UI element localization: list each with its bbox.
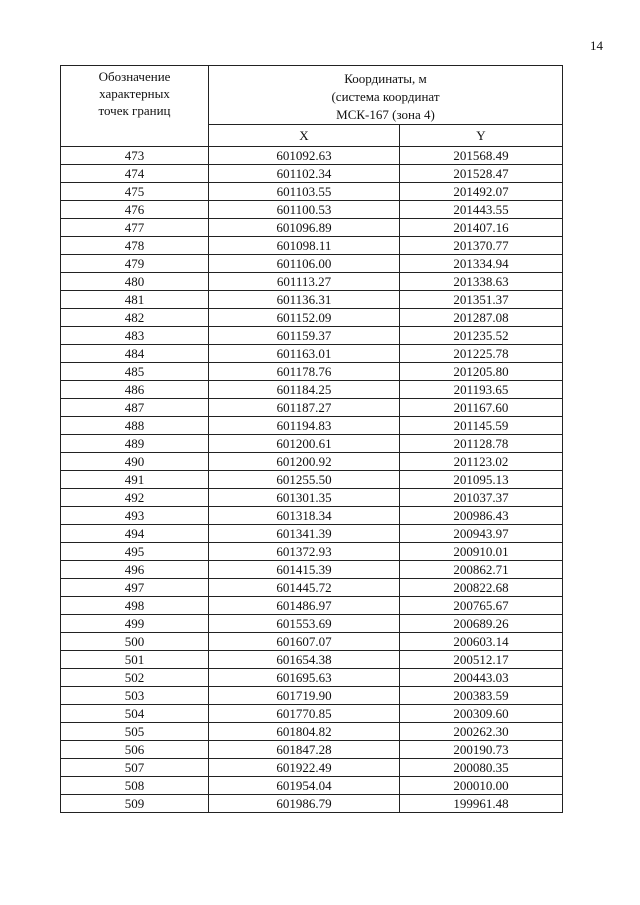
table-row: [61, 525, 563, 543]
x-coordinate-cell: 601986.79: [209, 795, 400, 813]
x-coordinate-cell: 601255.50: [209, 471, 400, 489]
point-cell: 484: [61, 345, 209, 363]
table-row: [61, 435, 563, 453]
point-cell: 481: [61, 291, 209, 309]
x-coordinate-cell: 601654.38: [209, 651, 400, 669]
table-body: [61, 147, 563, 813]
y-coordinate-cell: 201568.49: [400, 147, 563, 165]
x-coordinate-cell: 601445.72: [209, 579, 400, 597]
x-coordinate-cell: 601098.11: [209, 237, 400, 255]
table-row: [61, 453, 563, 471]
y-coordinate-cell: 200910.01: [400, 543, 563, 561]
point-cell: 476: [61, 201, 209, 219]
x-coordinate-cell: 601184.25: [209, 381, 400, 399]
table-row: [61, 417, 563, 435]
y-coordinate-cell: 201145.59: [400, 417, 563, 435]
y-coordinate-cell: 200862.71: [400, 561, 563, 579]
point-cell: 499: [61, 615, 209, 633]
x-coordinate-cell: 601152.09: [209, 309, 400, 327]
table-row: [61, 687, 563, 705]
point-cell: 478: [61, 237, 209, 255]
coords-header-line: МСК-167 (зона 4): [336, 107, 435, 122]
point-header-line: Обозначение: [98, 69, 171, 84]
table-row: [61, 237, 563, 255]
table-row: [61, 255, 563, 273]
x-coordinate-cell: 601113.27: [209, 273, 400, 291]
y-coordinate-cell: 200010.00: [400, 777, 563, 795]
x-coordinate-cell: 601415.39: [209, 561, 400, 579]
y-coordinate-cell: 200986.43: [400, 507, 563, 525]
x-coordinate-cell: 601200.61: [209, 435, 400, 453]
table-row: [61, 651, 563, 669]
table-row: [61, 327, 563, 345]
point-cell: 488: [61, 417, 209, 435]
y-coordinate-cell: 201193.65: [400, 381, 563, 399]
table-row: [61, 705, 563, 723]
point-cell: 479: [61, 255, 209, 273]
point-cell: 508: [61, 777, 209, 795]
point-cell: 475: [61, 183, 209, 201]
y-coordinate-cell: 201167.60: [400, 399, 563, 417]
y-coordinate-cell: 200262.30: [400, 723, 563, 741]
table-row: [61, 741, 563, 759]
x-coordinate-cell: 601102.34: [209, 165, 400, 183]
x-coordinate-cell: 601719.90: [209, 687, 400, 705]
point-cell: 473: [61, 147, 209, 165]
table-row: [61, 309, 563, 327]
point-cell: 505: [61, 723, 209, 741]
x-coordinate-cell: 601372.93: [209, 543, 400, 561]
point-cell: 477: [61, 219, 209, 237]
x-coordinate-cell: 601607.07: [209, 633, 400, 651]
point-cell: 485: [61, 363, 209, 381]
table-row: [61, 579, 563, 597]
y-coordinate-cell: 200080.35: [400, 759, 563, 777]
x-coordinate-cell: 601100.53: [209, 201, 400, 219]
table-row: [61, 543, 563, 561]
x-coordinate-cell: 601922.49: [209, 759, 400, 777]
y-coordinate-cell: 201235.52: [400, 327, 563, 345]
y-coordinate-cell: 200443.03: [400, 669, 563, 687]
point-column-header: [61, 66, 209, 147]
y-coordinate-cell: 200822.68: [400, 579, 563, 597]
x-column-header: X: [209, 125, 400, 147]
table-row: [61, 561, 563, 579]
x-coordinate-cell: 601136.31: [209, 291, 400, 309]
table-row: [61, 633, 563, 651]
table-row: [61, 183, 563, 201]
point-cell: 487: [61, 399, 209, 417]
y-coordinate-cell: 200383.59: [400, 687, 563, 705]
point-cell: 502: [61, 669, 209, 687]
point-header-line: точек границ: [98, 103, 171, 118]
y-coordinate-cell: 201128.78: [400, 435, 563, 453]
y-column-header: Y: [400, 125, 563, 147]
table-row: [61, 363, 563, 381]
table-row: [61, 723, 563, 741]
coordinates-column-header: [209, 66, 563, 125]
table-row: [61, 471, 563, 489]
x-coordinate-cell: 601163.01: [209, 345, 400, 363]
table-header: [61, 66, 563, 147]
y-coordinate-cell: 201123.02: [400, 453, 563, 471]
point-cell: 501: [61, 651, 209, 669]
page-number: 14: [590, 38, 603, 53]
x-coordinate-cell: 601553.69: [209, 615, 400, 633]
point-cell: 498: [61, 597, 209, 615]
y-coordinate-cell: 201287.08: [400, 309, 563, 327]
coords-header-line: (система координат: [331, 89, 440, 104]
x-coordinate-cell: 601103.55: [209, 183, 400, 201]
x-coordinate-cell: 601092.63: [209, 147, 400, 165]
y-coordinate-cell: 201492.07: [400, 183, 563, 201]
table-row: [61, 219, 563, 237]
coordinates-table: [60, 65, 563, 813]
point-cell: 509: [61, 795, 209, 813]
point-cell: 492: [61, 489, 209, 507]
point-cell: 489: [61, 435, 209, 453]
table-row: [61, 147, 563, 165]
y-coordinate-cell: 201205.80: [400, 363, 563, 381]
point-cell: 483: [61, 327, 209, 345]
table-row: [61, 597, 563, 615]
point-cell: 486: [61, 381, 209, 399]
table-row: [61, 165, 563, 183]
y-coordinate-cell: 201443.55: [400, 201, 563, 219]
point-cell: 496: [61, 561, 209, 579]
x-coordinate-cell: 601301.35: [209, 489, 400, 507]
x-coordinate-cell: 601770.85: [209, 705, 400, 723]
point-cell: 503: [61, 687, 209, 705]
table-row: [61, 381, 563, 399]
table-row: [61, 291, 563, 309]
point-cell: 507: [61, 759, 209, 777]
y-coordinate-cell: 201225.78: [400, 345, 563, 363]
y-coordinate-cell: 201338.63: [400, 273, 563, 291]
x-coordinate-cell: 601341.39: [209, 525, 400, 543]
table-row: [61, 399, 563, 417]
table-row: [61, 507, 563, 525]
point-cell: 504: [61, 705, 209, 723]
table-row: [61, 795, 563, 813]
y-coordinate-cell: 201370.77: [400, 237, 563, 255]
point-cell: 506: [61, 741, 209, 759]
x-coordinate-cell: 601954.04: [209, 777, 400, 795]
y-coordinate-cell: 200689.26: [400, 615, 563, 633]
y-coordinate-cell: 201095.13: [400, 471, 563, 489]
coords-header-line: Координаты, м: [344, 71, 427, 86]
x-coordinate-cell: 601200.92: [209, 453, 400, 471]
table-row: [61, 777, 563, 795]
point-cell: 491: [61, 471, 209, 489]
y-coordinate-cell: 200943.97: [400, 525, 563, 543]
point-cell: 480: [61, 273, 209, 291]
table-row: [61, 615, 563, 633]
table-row: [61, 759, 563, 777]
point-header-line: характерных: [99, 86, 170, 101]
x-coordinate-cell: 601106.00: [209, 255, 400, 273]
x-coordinate-cell: 601178.76: [209, 363, 400, 381]
point-cell: 494: [61, 525, 209, 543]
y-coordinate-cell: 199961.48: [400, 795, 563, 813]
table-row: [61, 201, 563, 219]
y-coordinate-cell: 201351.37: [400, 291, 563, 309]
x-coordinate-cell: 601695.63: [209, 669, 400, 687]
point-cell: 495: [61, 543, 209, 561]
x-coordinate-cell: 601194.83: [209, 417, 400, 435]
y-coordinate-cell: 201037.37: [400, 489, 563, 507]
point-cell: 490: [61, 453, 209, 471]
point-cell: 497: [61, 579, 209, 597]
point-cell: 493: [61, 507, 209, 525]
y-coordinate-cell: 201407.16: [400, 219, 563, 237]
x-coordinate-cell: 601159.37: [209, 327, 400, 345]
y-coordinate-cell: 200603.14: [400, 633, 563, 651]
y-coordinate-cell: 200309.60: [400, 705, 563, 723]
point-cell: 474: [61, 165, 209, 183]
table-row: [61, 273, 563, 291]
y-coordinate-cell: 200765.67: [400, 597, 563, 615]
table-row: [61, 345, 563, 363]
y-coordinate-cell: 201528.47: [400, 165, 563, 183]
x-coordinate-cell: 601847.28: [209, 741, 400, 759]
y-coordinate-cell: 200190.73: [400, 741, 563, 759]
table-row: [61, 669, 563, 687]
x-coordinate-cell: 601804.82: [209, 723, 400, 741]
x-coordinate-cell: 601187.27: [209, 399, 400, 417]
x-coordinate-cell: 601318.34: [209, 507, 400, 525]
point-cell: 482: [61, 309, 209, 327]
x-coordinate-cell: 601486.97: [209, 597, 400, 615]
y-coordinate-cell: 200512.17: [400, 651, 563, 669]
x-coordinate-cell: 601096.89: [209, 219, 400, 237]
y-coordinate-cell: 201334.94: [400, 255, 563, 273]
point-cell: 500: [61, 633, 209, 651]
table-row: [61, 489, 563, 507]
